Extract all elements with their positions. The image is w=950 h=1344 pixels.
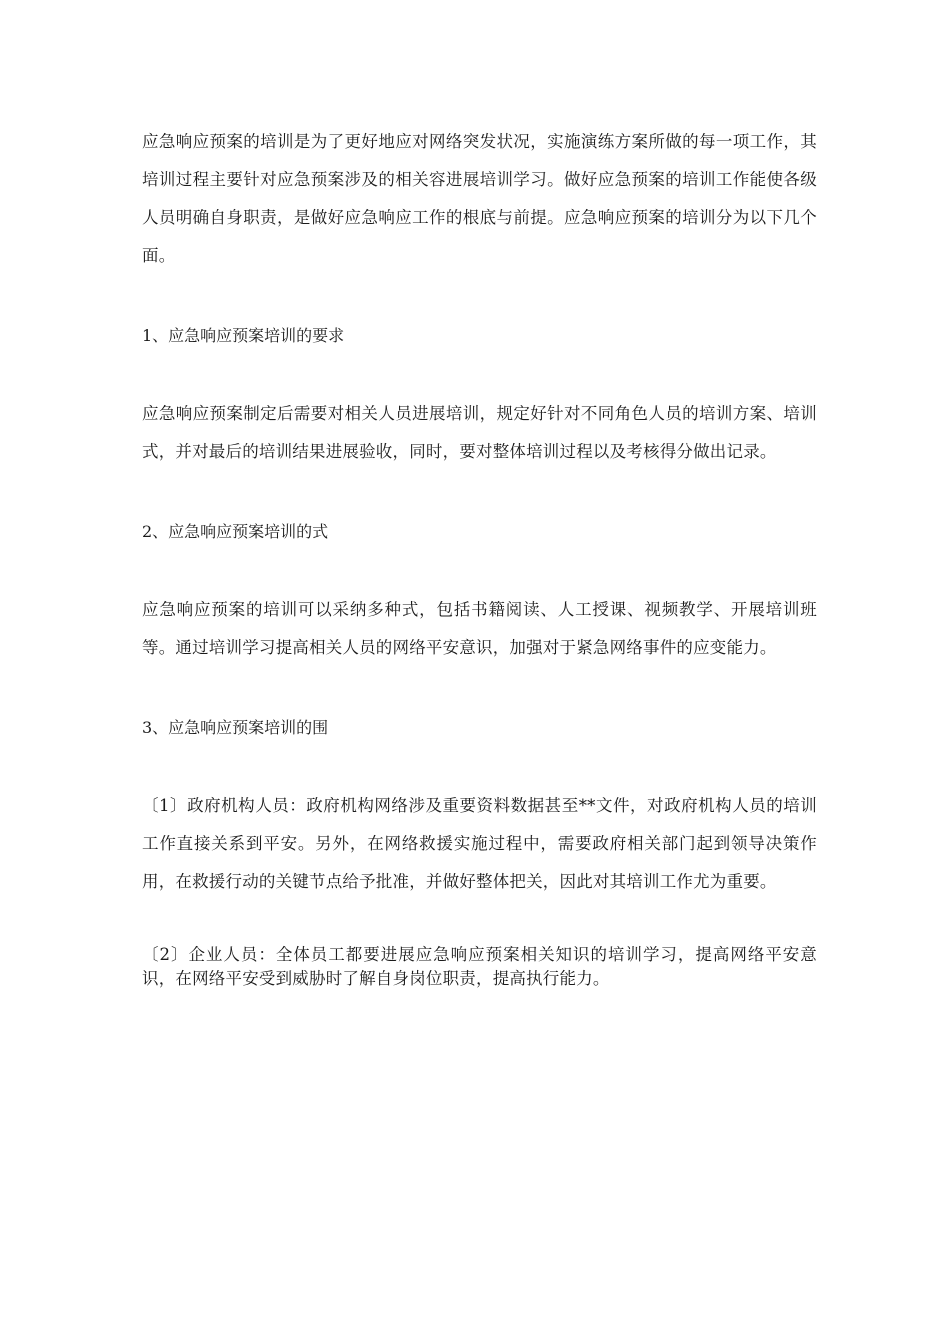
spacer [142, 747, 817, 787]
section1-heading: 1、应急响应预案培训的要求 [142, 326, 345, 345]
section3-item2: 〔2〕企业人员：全体员工都要进展应急响应预案相关知识的培训学习，提高网络平安意识，在网络平安受到威胁时了解自身岗位职责，提高执行能力。 [142, 945, 817, 988]
spacer [142, 355, 817, 395]
section3-item1: 〔1〕政府机构人员：政府机构网络涉及重要资料数据甚至**文件，对政府机构人员的培训工作直接关系到平安。另外，在网络救援实施过程中，需要政府相关部门起到领导决策作用，在救援行动的关键节点给予批准，并做好整体把关，因此对其培训工作尤为重要。 [142, 796, 817, 891]
spacer [142, 551, 817, 591]
intro-paragraph: 应急响应预案的培训是为了更好地应对网络突发状况，实施演练方案所做的每一项工作，其培训过程主要针对应急预案涉及的相关容进展培训学习。做好应急预案的培训工作能使各级人员明确自身职责，是做好应急响应工作的根底与前提。应急响应预案的培训分为以下几个面。 [142, 132, 817, 265]
spacer [142, 275, 817, 317]
document-page [142, 123, 817, 991]
section3-heading: 3、应急响应预案培训的围 [142, 718, 329, 737]
spacer [142, 667, 817, 709]
section2-body: 应急响应预案的培训可以采纳多种式，包括书籍阅读、人工授课、视频教学、开展培训班等。通过培训学习提高相关人员的网络平安意识，加强对于紧急网络事件的应变能力。 [142, 600, 817, 657]
section1-body: 应急响应预案制定后需要对相关人员进展培训，规定好针对不同角色人员的培训方案、培训式，并对最后的培训结果进展验收，同时，要对整体培训过程以及考核得分做出记录。 [142, 404, 817, 461]
section2-heading: 2、应急响应预案培训的式 [142, 522, 329, 541]
spacer [142, 901, 817, 943]
spacer [142, 471, 817, 513]
